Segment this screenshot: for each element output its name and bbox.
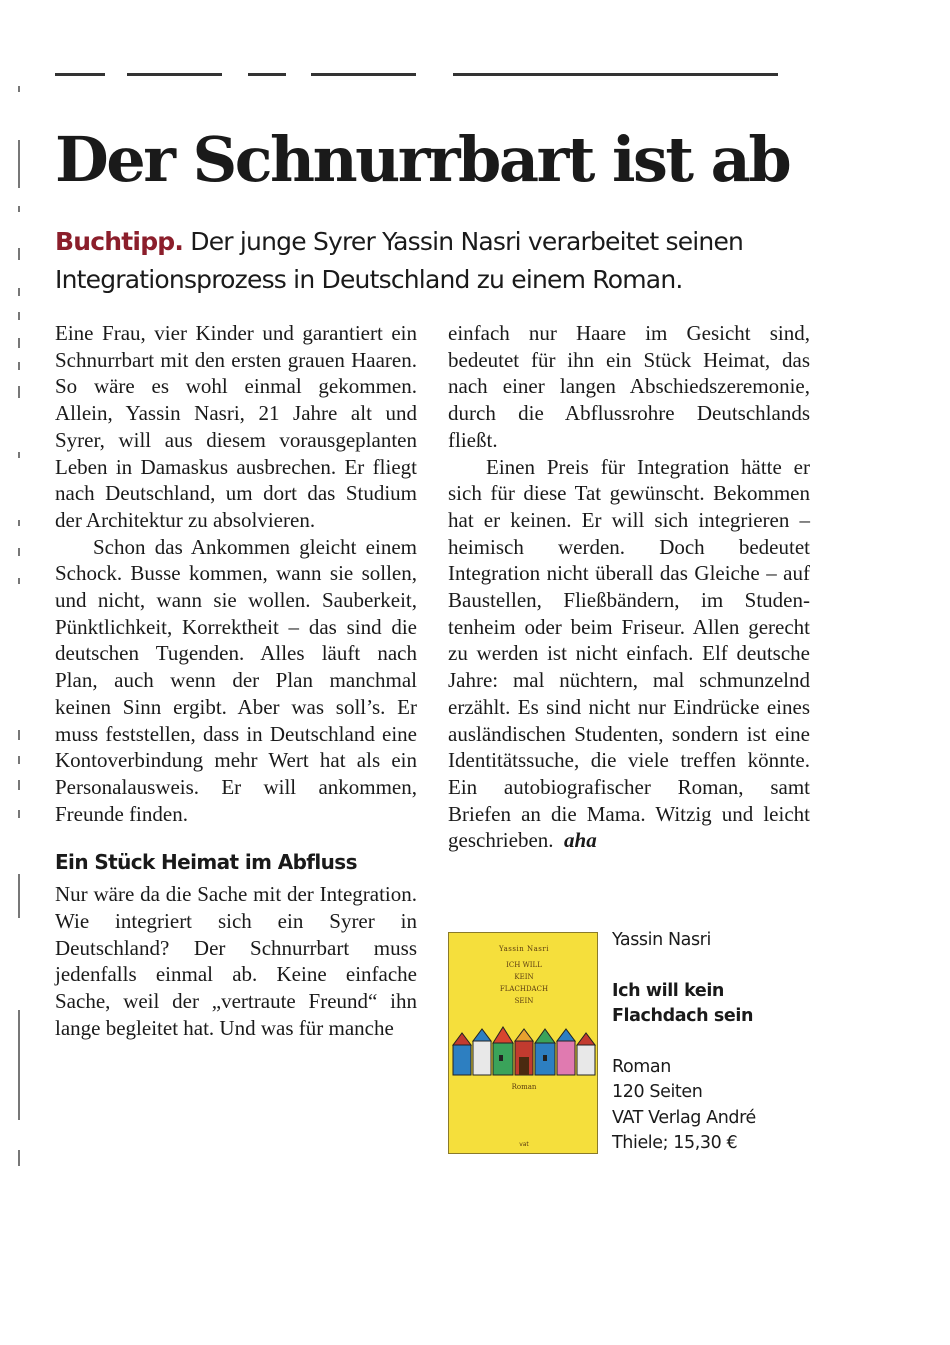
paragraph-1: Eine Frau, vier Kinder und garantiert ein Schnurrbart mit den ersten grauen Haaren. So wäre es wohl einmal gekommen. Allein, Yassin Nasri, 21 Jahre alt und Syrer, will aus diesem vorausgeplanten Leben in Damaskus ausbrechen. Er fliegt nach Deutschland, um dort das Studium der Architektur zu absolvieren. bbox=[55, 321, 417, 532]
headline: Der Schnurrbart ist ab bbox=[55, 123, 790, 196]
book-pages: 120 Seiten bbox=[612, 1082, 703, 1102]
book-cover-image bbox=[448, 932, 598, 1154]
cover-author: Yassin Nasri bbox=[499, 945, 549, 953]
column-1 bbox=[55, 320, 417, 1042]
cover-title-1: ICH WILL bbox=[506, 961, 542, 969]
cropped-header-line bbox=[55, 60, 780, 80]
cover-title-2: KEIN bbox=[514, 973, 534, 981]
cover-genre: Roman bbox=[511, 1083, 537, 1091]
paragraph-5 bbox=[448, 454, 810, 855]
book-publisher-line-1: VAT Verlag André bbox=[612, 1107, 756, 1128]
column-2 bbox=[448, 320, 810, 854]
author-signature: aha bbox=[564, 828, 597, 853]
paragraph-5-text: Einen Preis für Integration hätte er sich für diese Tat gewünscht. Bekommen hat er keinen. Er will sich integrieren – heimisch werden. Doch bedeutet Integration nicht überall das Gleiche – auf Baustellen, Fließbändern, im Studentenheim oder beim Friseur. Allen gerecht zu werden ist nicht einfach. Elf deutsche Jahre: mal nüchtern, mal schmunzelnd erzählt. Es sind nicht nur Eindrücke eines ausländischen Studenten, sondern ist eine Identitätssuche, die viele treffen könnte. Ein autobiografischer Roman, samt Briefen an die Mama. Witzig und leicht geschrieben. bbox=[448, 454, 810, 853]
cover-title-4: SEIN bbox=[514, 997, 534, 1005]
book-info bbox=[612, 928, 832, 1157]
book-publisher-line-2: Thiele; 15,30 € bbox=[612, 1133, 738, 1153]
paragraph-2: Schon das Ankommen gleicht einem Schock. Busse kommen, wann sie sollen, und nicht, wann sie wollen. Sauberkeit, Pünktlichkeit, Korrektheit – das sind die deutschen Tugenden. Alles läuft nach Plan, auch wenn der Plan manchmal keinen Sinn ergibt. Aber was soll’s. Er muss feststellen, dass in Deutschland eine Kontoverbindung mehr Wert hat als ein Personalausweis. Er will ankommen, Freunde finden. bbox=[55, 534, 417, 826]
subheading: Ein Stück Heimat im Abfluss bbox=[55, 850, 357, 875]
deck bbox=[55, 223, 825, 299]
kicker: Buchtipp. bbox=[55, 227, 184, 256]
cover-publisher-logo: vat bbox=[519, 1141, 529, 1148]
book-title-line-1: Ich will kein bbox=[612, 980, 724, 1001]
paragraph-3: Nur wäre da die Sache mit der Integration. Wie integriert sich ein Syrer in Deutschland? Der Schnurrbart muss jedenfalls einmal ab. Keine einfache Sache, weil der „vertraute Freund“ ihn lange begleitet hat. Und was für manche bbox=[55, 882, 417, 1040]
book-genre: Roman bbox=[612, 1056, 671, 1077]
houses-illustration bbox=[449, 933, 598, 1154]
deck-line-2: Integrationsprozess in Deutschland zu einem Roman. bbox=[55, 265, 683, 294]
book-title-line-2: Flachdach sein bbox=[612, 1006, 753, 1026]
deck-line-1: Der junge Syrer Yassin Nasri verarbeitet seinen bbox=[190, 227, 744, 256]
book-author: Yassin Nasri bbox=[612, 930, 711, 950]
paragraph-4: einfach nur Haare im Gesicht sind, bedeutet für ihn ein Stück Heimat, das nach einer langen Abschiedszeremonie, durch die Abflussrohre Deutschlands fließt. bbox=[448, 321, 810, 452]
cover-title-3: FLACHDACH bbox=[499, 985, 549, 993]
